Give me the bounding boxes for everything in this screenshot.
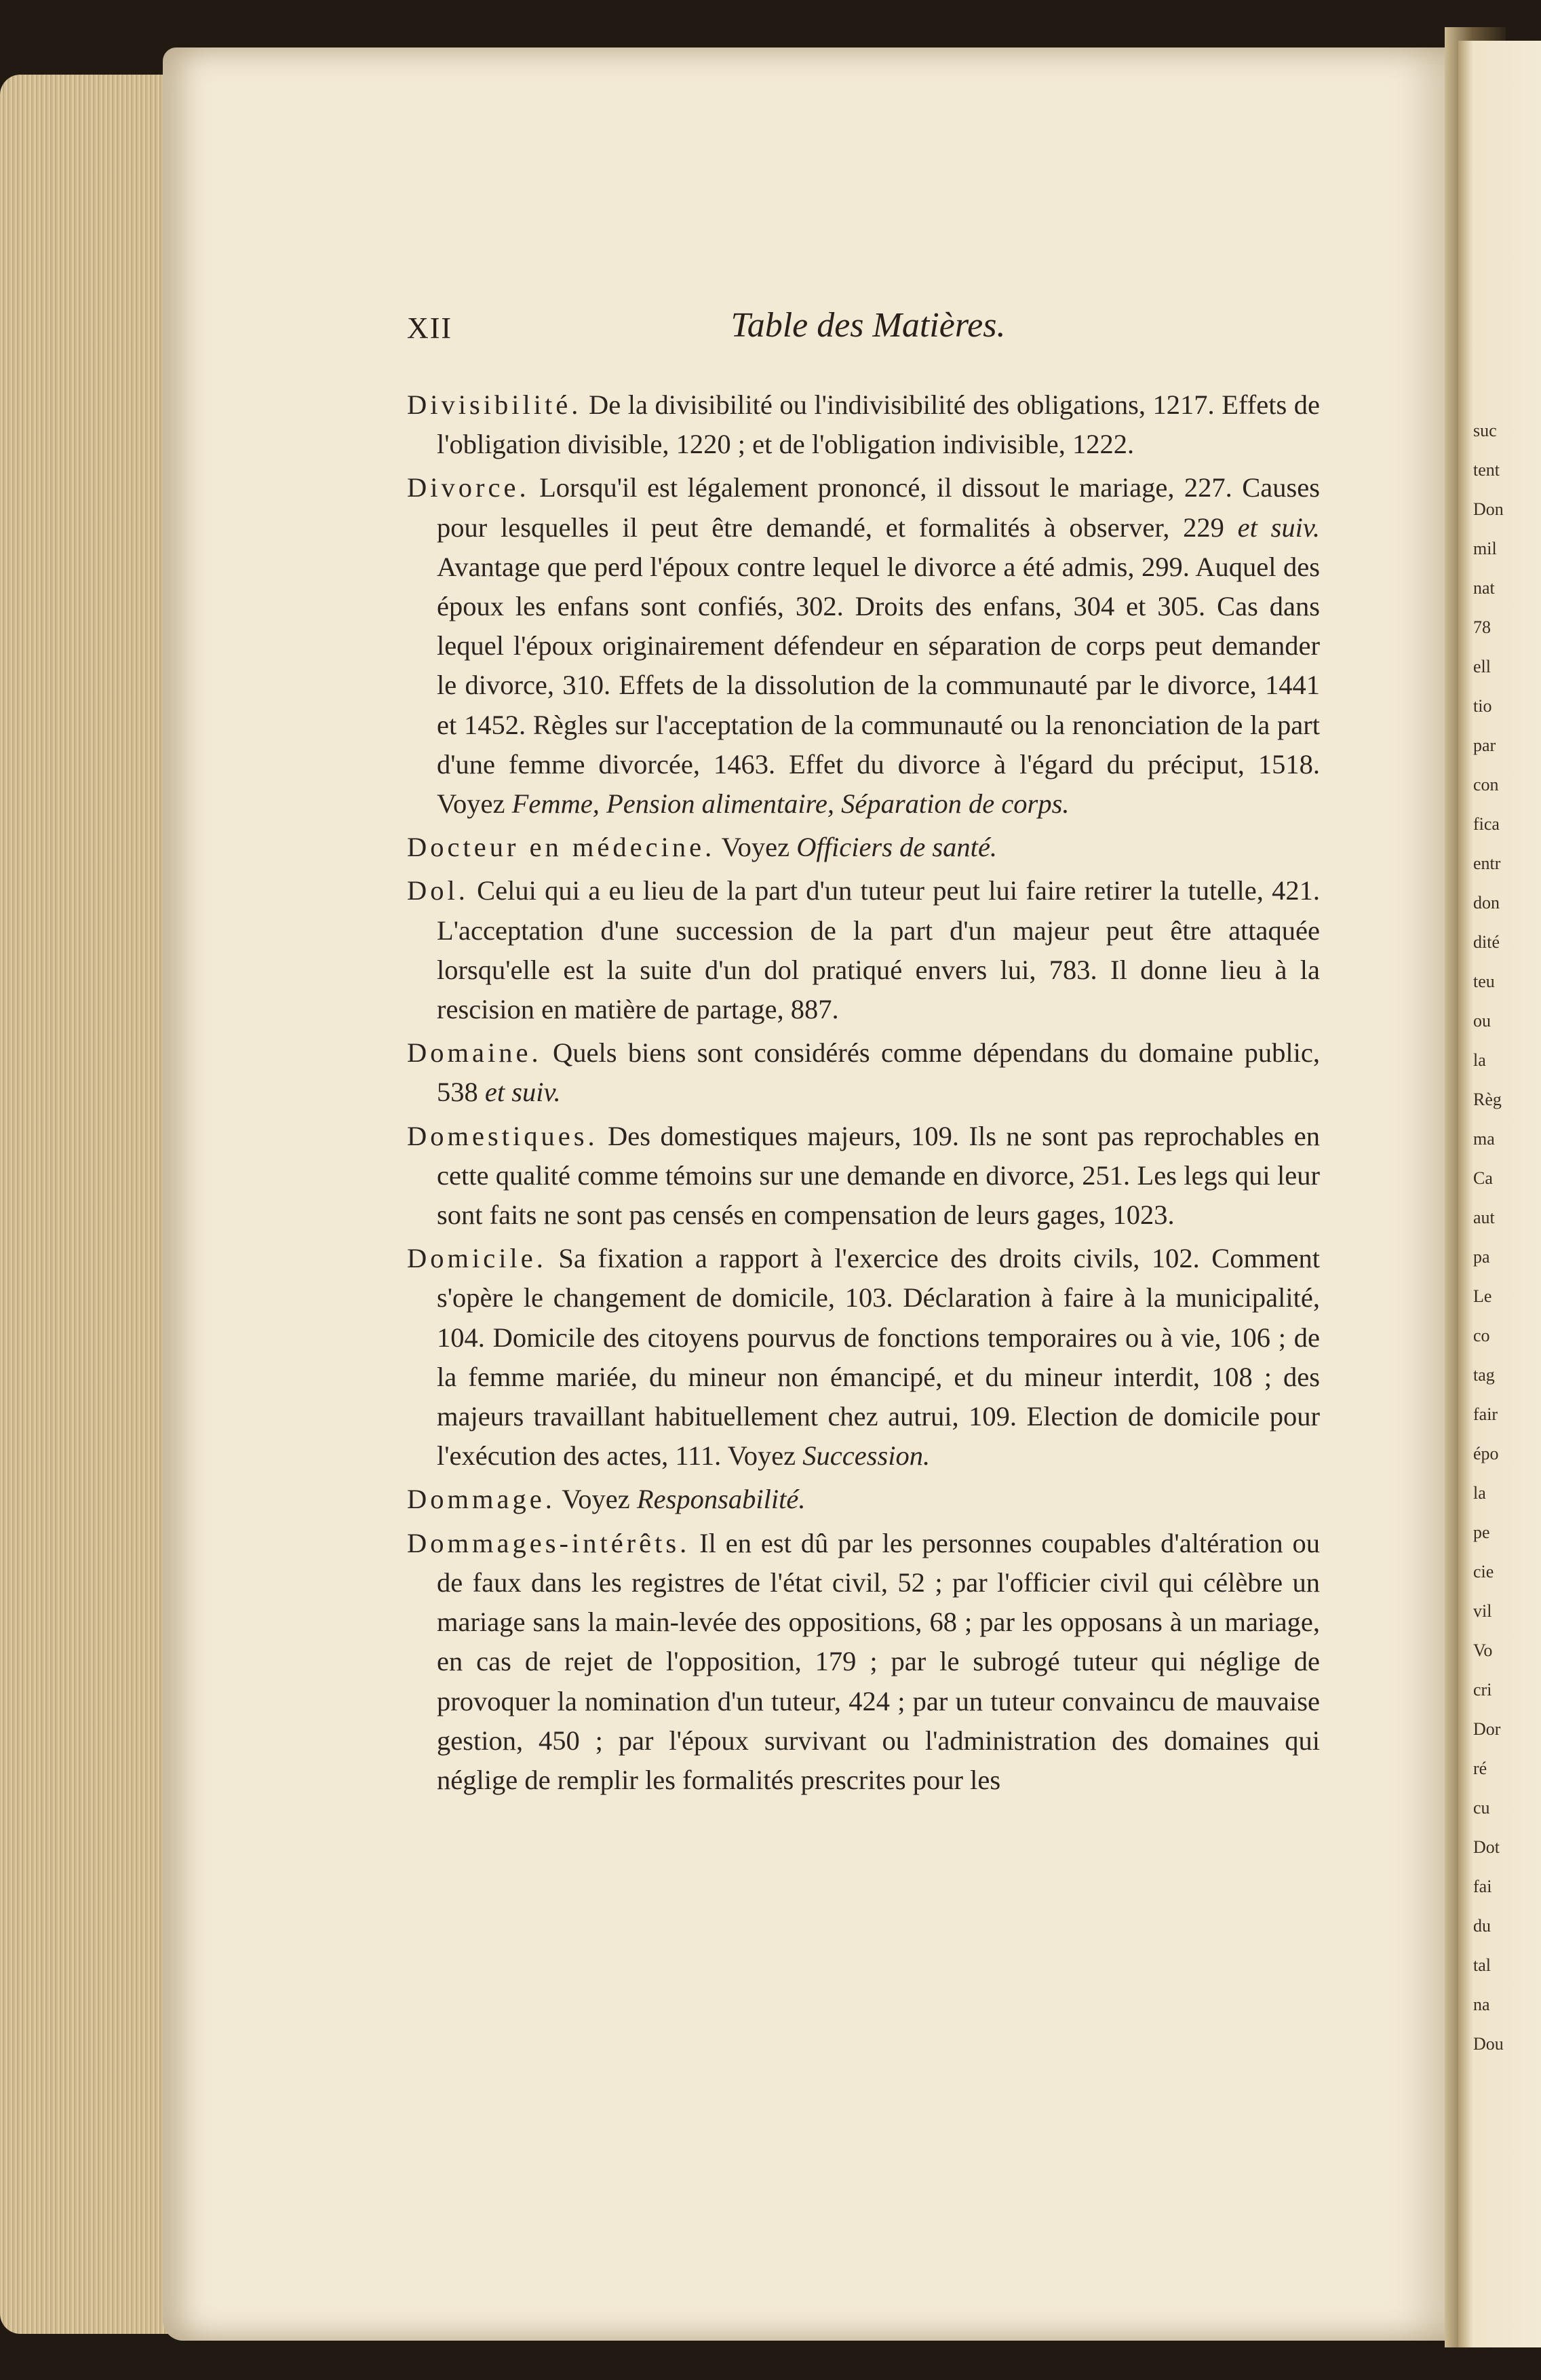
entry-text: De la divisibilité ou l'indivisibilité des obligations, 1217. Effets de l'obligation divisible, 1220 ; et de l'obligation indivisible, 1222. <box>437 389 1321 460</box>
entry-term: Domicile. <box>407 1243 547 1274</box>
facing-page-text: mil <box>1473 539 1497 558</box>
entry-term: Divorce. <box>407 472 530 503</box>
entry-text: Celui qui a eu lieu de la part d'un tuteur peut lui faire retirer la tutelle, 421. L'acceptation d'une succession de la part d'un majeur peut être attaquée lorsqu'elle est la suite d'un dol pratiqué envers lui, 783. Il donne lieu à la rescision en matière de partage, 887. <box>437 875 1320 1025</box>
facing-page-text: 78 <box>1473 617 1491 637</box>
facing-page-text: Règ <box>1473 1090 1502 1109</box>
entry-cross-reference: Succession. <box>802 1440 931 1472</box>
facing-page-text: ell <box>1473 657 1491 676</box>
facing-page-text: ou <box>1473 1011 1491 1031</box>
entry-cross-reference: et suiv. <box>1237 512 1320 543</box>
facing-page-text: pa <box>1473 1247 1490 1267</box>
facing-page-text: ma <box>1473 1129 1495 1149</box>
facing-page-text: ré <box>1473 1759 1487 1778</box>
entry-term: Domestiques. <box>407 1120 598 1151</box>
facing-page-text: na <box>1473 1995 1490 2014</box>
entry-term: Dommages-intérêts. <box>407 1527 690 1558</box>
entry-cross-reference: Responsabilité. <box>636 1484 806 1515</box>
entry-term: Domaine. <box>407 1037 542 1069</box>
facing-page-text: teu <box>1473 972 1495 991</box>
facing-page-text: suc <box>1473 421 1497 440</box>
facing-page-text: tag <box>1473 1365 1495 1385</box>
facing-page-text: tent <box>1473 460 1500 480</box>
facing-page-text: don <box>1473 893 1500 913</box>
entry-text: Il en est dû par les personnes coupables d'altération ou de faux dans les registres de l'état civil, 52 ; par l'officier civil qui célèbre un mariage sans la main-levée des oppositions, 68 ; par les opposans à un mariage, en cas de rejet de l'opposition, 179 ; par le subrogé tuteur qui néglige de provoquer la nomination d'un tuteur, 424 ; par un tuteur convaincu de mauvaise gestion, 450 ; par l'époux survivant ou l'administration des domaines qui néglige de remplir les formalités prescrites pour les <box>437 1527 1321 1795</box>
facing-page-text: tal <box>1473 1955 1491 1975</box>
index-entry <box>407 468 1320 824</box>
facing-page-text: cie <box>1473 1562 1494 1581</box>
entry-term: Divisibilité. <box>407 389 582 420</box>
facing-page-text: fair <box>1473 1404 1498 1424</box>
facing-page-text: la <box>1473 1050 1486 1070</box>
facing-page-text: con <box>1473 775 1499 794</box>
entry-text: Sa fixation a rapport à l'exercice des droits civils, 102. Comment s'opère le changement de domicile, 103. Déclaration à faire à la municipalité, 104. Domicile des citoyens pourvus de fonctions temporaires ou à vie, 106 ; de la femme mariée, du mineur non émancipé, et du mineur interdit, 108 ; des majeurs travaillant habituellement chez autrui, 109. Election de domicile pour l'exécution des actes, 111. Voyez <box>437 1243 1320 1472</box>
facing-page-text: fica <box>1473 814 1500 834</box>
entry-term: Dol. <box>407 875 469 906</box>
entry-term: Dommage. <box>407 1484 555 1515</box>
index-entry <box>407 1524 1320 1800</box>
entry-text: Avantage que perd l'époux contre lequel le divorce a été admis, 299. Auquel des époux les enfans sont confiés, 302. Droits des enfans, 304 et 305. Cas dans lequel l'époux originairement défendeur en séparation de corps peut demander le divorce, 310. Effets de la dissolution de la communauté par le divorce, 1441 et 1452. Règles sur l'acceptation de la communauté ou la renonciation de la part d'une femme divorcée, 1463. Effet du divorce à l'égard du préciput, 1518. Voyez <box>437 551 1320 820</box>
index-entry <box>407 828 1320 867</box>
index-entry <box>407 1033 1320 1112</box>
facing-page-text: vil <box>1473 1601 1492 1621</box>
facing-page-text: pe <box>1473 1522 1490 1542</box>
entry-text: Des domestiques majeurs, 109. Ils ne sont pas reprochables en cette qualité comme témoins sur une demande en divorce, 251. Les legs qui leur sont faits ne sont pas censés en compensation de leurs gages, 1023. <box>437 1120 1320 1231</box>
facing-page-text: Dor <box>1473 1719 1501 1739</box>
page-number: XII <box>407 311 453 345</box>
facing-page-text: Vo <box>1473 1640 1493 1660</box>
index-entry <box>407 1117 1320 1235</box>
entry-text: Quels biens sont considérés comme dépendans du domaine public, 538 <box>437 1037 1320 1108</box>
facing-page-text: par <box>1473 735 1496 755</box>
facing-page-text: fai <box>1473 1877 1492 1896</box>
facing-page-text: cu <box>1473 1798 1490 1818</box>
facing-page-text: Don <box>1473 499 1504 519</box>
entry-cross-reference: et suiv. <box>484 1077 561 1108</box>
page-edges <box>0 75 176 2334</box>
running-title: Table des Matières. <box>730 306 1006 345</box>
entry-cross-reference: Femme, Pension alimentaire, Séparation de corps. <box>511 788 1070 820</box>
facing-page-text: entr <box>1473 853 1501 873</box>
index-entry <box>407 1480 1320 1519</box>
index-entry <box>407 1239 1320 1476</box>
facing-page-text: dité <box>1473 932 1500 952</box>
facing-page-fragment <box>1458 41 1541 2347</box>
facing-page-text: la <box>1473 1483 1486 1503</box>
entry-text: Lorsqu'il est légalement prononcé, il dissout le mariage, 227. Causes pour lesquelles il peut être demandé, et formalités à observer, 229 <box>437 472 1321 543</box>
facing-page-text: Dou <box>1473 2034 1504 2054</box>
entry-text: Voyez <box>562 1484 637 1515</box>
facing-page-text: Le <box>1473 1286 1492 1306</box>
index-entry <box>407 385 1320 464</box>
facing-page-text: épo <box>1473 1444 1499 1463</box>
facing-page-text: Dot <box>1473 1837 1500 1857</box>
running-header <box>407 305 1329 360</box>
entry-term: Docteur en médecine. <box>407 832 716 863</box>
facing-page-text: nat <box>1473 578 1495 598</box>
entry-cross-reference: Officiers de santé. <box>796 832 998 863</box>
facing-page-text: co <box>1473 1326 1490 1345</box>
facing-page-text: Ca <box>1473 1168 1493 1188</box>
facing-page-text: du <box>1473 1916 1491 1936</box>
facing-page-text: tio <box>1473 696 1492 716</box>
index-entries <box>407 385 1320 1804</box>
index-entry <box>407 871 1320 1029</box>
facing-page-text: aut <box>1473 1208 1495 1227</box>
facing-page-text: cri <box>1473 1680 1492 1700</box>
entry-text: Voyez <box>721 832 797 863</box>
